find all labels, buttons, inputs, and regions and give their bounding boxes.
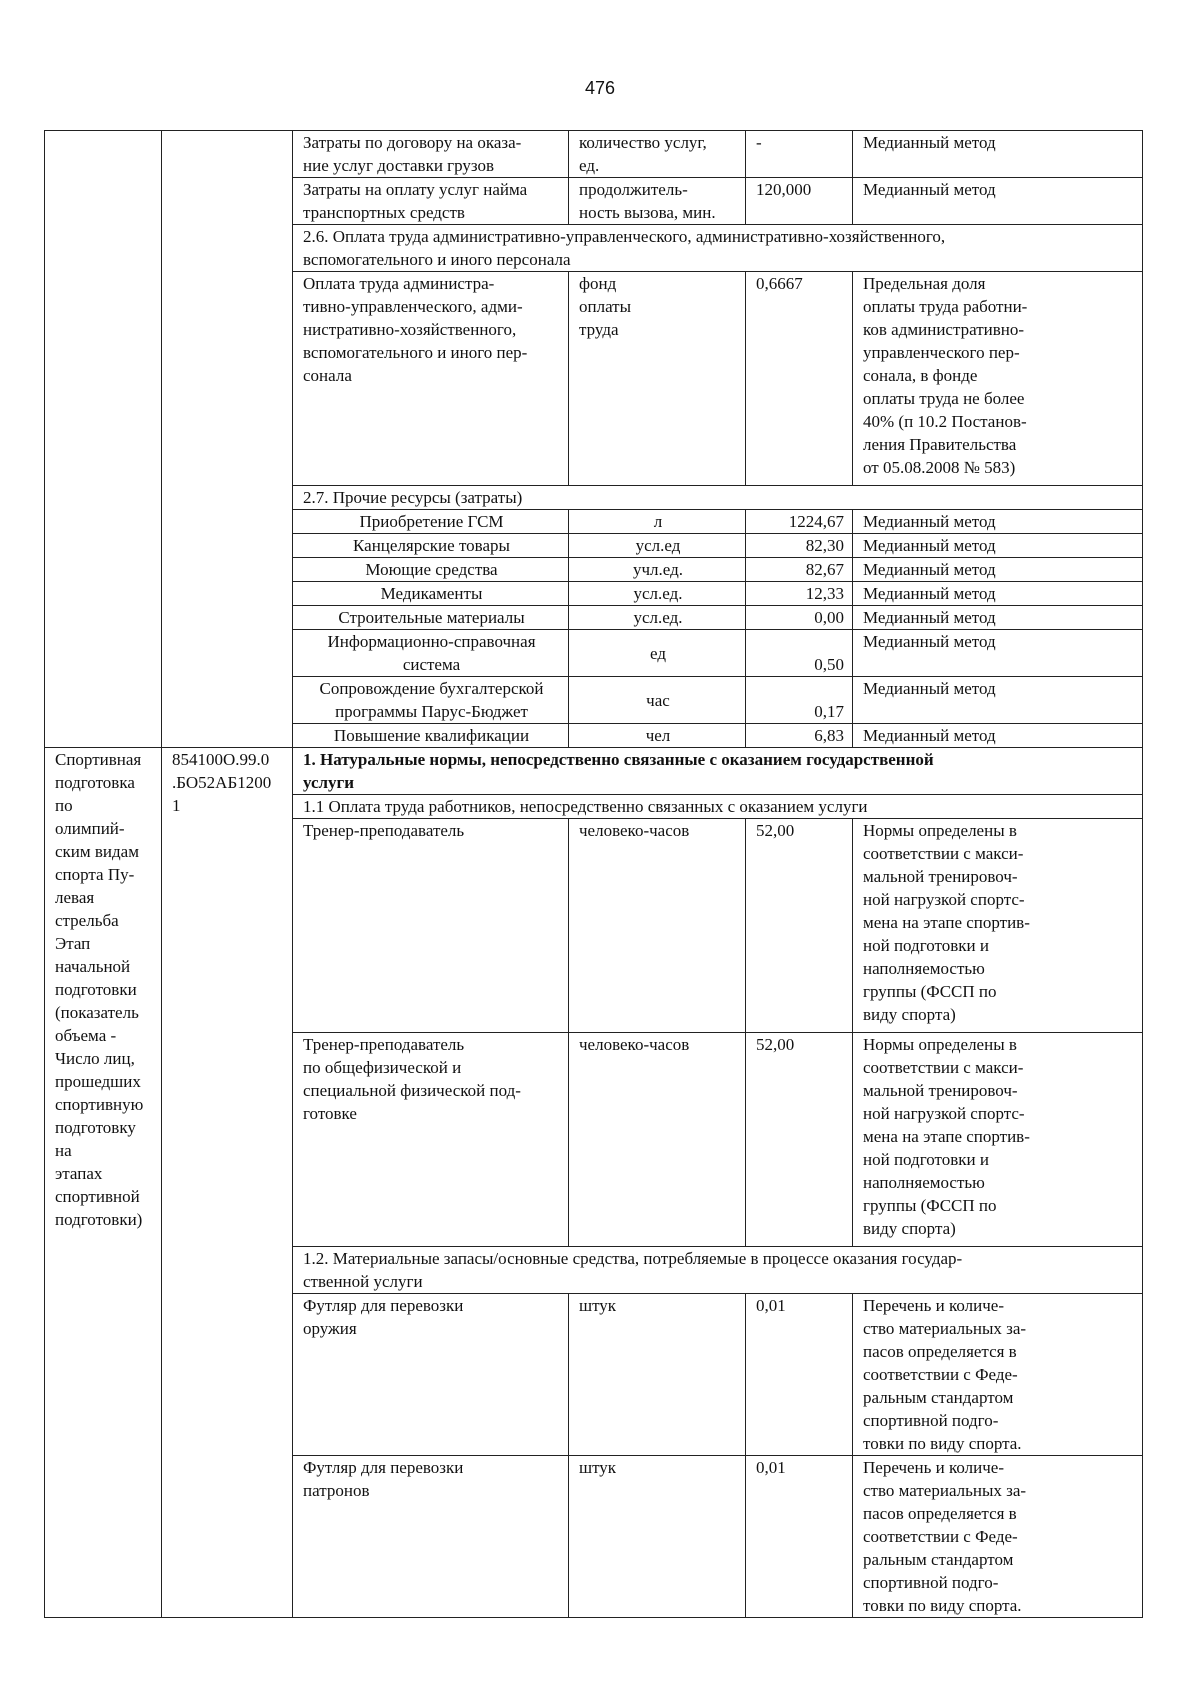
item-unit: л — [569, 510, 746, 534]
item-unit: усл.ед. — [569, 606, 746, 630]
table-row — [45, 131, 1143, 178]
item-unit: количество услуг, ед. — [569, 131, 746, 178]
item-value: 6,83 — [746, 724, 853, 748]
section-row — [45, 486, 1143, 510]
code-cell-empty — [162, 131, 293, 178]
item-name: Футляр для перевозки патронов — [293, 1456, 569, 1618]
section-heading: 2.7. Прочие ресурсы (затраты) — [293, 486, 1143, 510]
item-note: Медианный метод — [853, 630, 1143, 677]
item-value: 0,01 — [746, 1456, 853, 1618]
item-value: 0,00 — [746, 606, 853, 630]
section-heading: 2.6. Оплата труда административно-управленческого, административно-хозяйственного, вспомогательного и иного персонала — [293, 225, 1143, 272]
item-unit: фонд оплаты труда — [569, 272, 746, 486]
service-code: 854100О.99.0 .БО52АБ1200 1 — [162, 748, 293, 1618]
item-unit: час — [569, 677, 746, 724]
item-name: Строительные материалы — [293, 606, 569, 630]
item-note: Медианный метод — [853, 606, 1143, 630]
item-name: Приобретение ГСМ — [293, 510, 569, 534]
item-name: Оплата труда администра- тивно-управленческого, адми- нистративно-хозяйственного, вспомогательного и иного пер- сонала — [293, 272, 569, 486]
item-value: 12,33 — [746, 582, 853, 606]
item-note: Медианный метод — [853, 724, 1143, 748]
item-value: 82,30 — [746, 534, 853, 558]
item-name: Сопровождение бухгалтерской программы Парус-Бюджет — [293, 677, 569, 724]
section-row — [45, 225, 1143, 272]
item-note: Перечень и количе- ство материальных за- пасов определяется в соответствии с Феде- ральным стандартом спортивной подго- товки по виду спорта. — [853, 1456, 1143, 1618]
item-name: Моющие средства — [293, 558, 569, 582]
item-note: Медианный метод — [853, 510, 1143, 534]
item-value: 1224,67 — [746, 510, 853, 534]
item-name: Футляр для перевозки оружия — [293, 1294, 569, 1456]
item-note: Медианный метод — [853, 558, 1143, 582]
item-name: Тренер-преподаватель — [293, 819, 569, 1033]
item-unit: усл.ед — [569, 534, 746, 558]
item-unit: штук — [569, 1294, 746, 1456]
item-value: 52,00 — [746, 1033, 853, 1247]
item-note: Медианный метод — [853, 582, 1143, 606]
item-name: Информационно-справочная система — [293, 630, 569, 677]
table-row — [45, 510, 1143, 534]
item-value: 120,000 — [746, 178, 853, 225]
item-name: Канцелярские товары — [293, 534, 569, 558]
item-value: 82,67 — [746, 558, 853, 582]
item-value: - — [746, 131, 853, 178]
item-unit: человеко-часов — [569, 819, 746, 1033]
table-row — [45, 677, 1143, 724]
item-note: Медианный метод — [853, 534, 1143, 558]
section-row — [45, 748, 1143, 795]
page-number: 476 — [584, 78, 616, 98]
table-row — [45, 534, 1143, 558]
item-unit: усл.ед. — [569, 582, 746, 606]
norms-table — [44, 130, 1143, 1618]
item-value: 0,50 — [746, 630, 853, 677]
item-name: Повышение квалификации — [293, 724, 569, 748]
item-unit: продолжитель- ность вызова, мин. — [569, 178, 746, 225]
item-note: Медианный метод — [853, 677, 1143, 724]
item-note: Перечень и количе- ство материальных за- пасов определяется в соответствии с Феде- ральным стандартом спортивной подго- товки по виду спорта. — [853, 1294, 1143, 1456]
item-note: Нормы определены в соответствии с макси- мальной тренировоч- ной нагрузкой спортс- мена на этапе спортив- ной подготовки и наполняемостью группы (ФССП по виду спорта) — [853, 1033, 1143, 1247]
item-name: Тренер-преподаватель по общефизической и специальной физической под- готовке — [293, 1033, 569, 1247]
table-row — [45, 582, 1143, 606]
item-note: Предельная доля оплаты труда работни- ков административно- управленческого пер- сонала, в фонде оплаты труда не более 40% (п 10.2 Постанов- ления Правительства от 05.08.2008 № 583) — [853, 272, 1143, 486]
item-unit: человеко-часов — [569, 1033, 746, 1247]
item-unit: ед — [569, 630, 746, 677]
table-row — [45, 606, 1143, 630]
table-row — [45, 178, 1143, 225]
item-note: Нормы определены в соответствии с макси- мальной тренировоч- ной нагрузкой спортс- мена на этапе спортив- ной подготовки и наполняемостью группы (ФССП по виду спорта) — [853, 819, 1143, 1033]
service-name: Спортивная подготовка по олимпий- ским видам спорта Пу- левая стрельба Этап начальной подготовки (показатель объема - Число лиц, прошедших спортивную подготовку на этапах спортивной подготовки) — [45, 748, 162, 1618]
item-name: Затраты по договору на оказа- ние услуг доставки грузов — [293, 131, 569, 178]
table-row — [45, 558, 1143, 582]
item-unit: чел — [569, 724, 746, 748]
section-heading: 1. Натуральные нормы, непосредственно связанные с оказанием государственной услуги — [293, 748, 1143, 795]
item-value: 0,17 — [746, 677, 853, 724]
item-name: Затраты на оплату услуг найма транспортных средств — [293, 178, 569, 225]
section-heading: 1.1 Оплата труда работников, непосредственно связанных с оказанием услуги — [293, 795, 1143, 819]
table-row — [45, 724, 1143, 748]
item-value: 0,01 — [746, 1294, 853, 1456]
item-value: 52,00 — [746, 819, 853, 1033]
table-row — [45, 630, 1143, 677]
item-unit: учл.ед. — [569, 558, 746, 582]
table-row — [45, 272, 1143, 486]
item-note: Медианный метод — [853, 178, 1143, 225]
service-cell-empty — [45, 131, 162, 178]
item-note: Медианный метод — [853, 131, 1143, 178]
item-name: Медикаменты — [293, 582, 569, 606]
section-heading: 1.2. Материальные запасы/основные средства, потребляемые в процессе оказания государ- ственной услуги — [293, 1247, 1143, 1294]
item-unit: штук — [569, 1456, 746, 1618]
item-value: 0,6667 — [746, 272, 853, 486]
